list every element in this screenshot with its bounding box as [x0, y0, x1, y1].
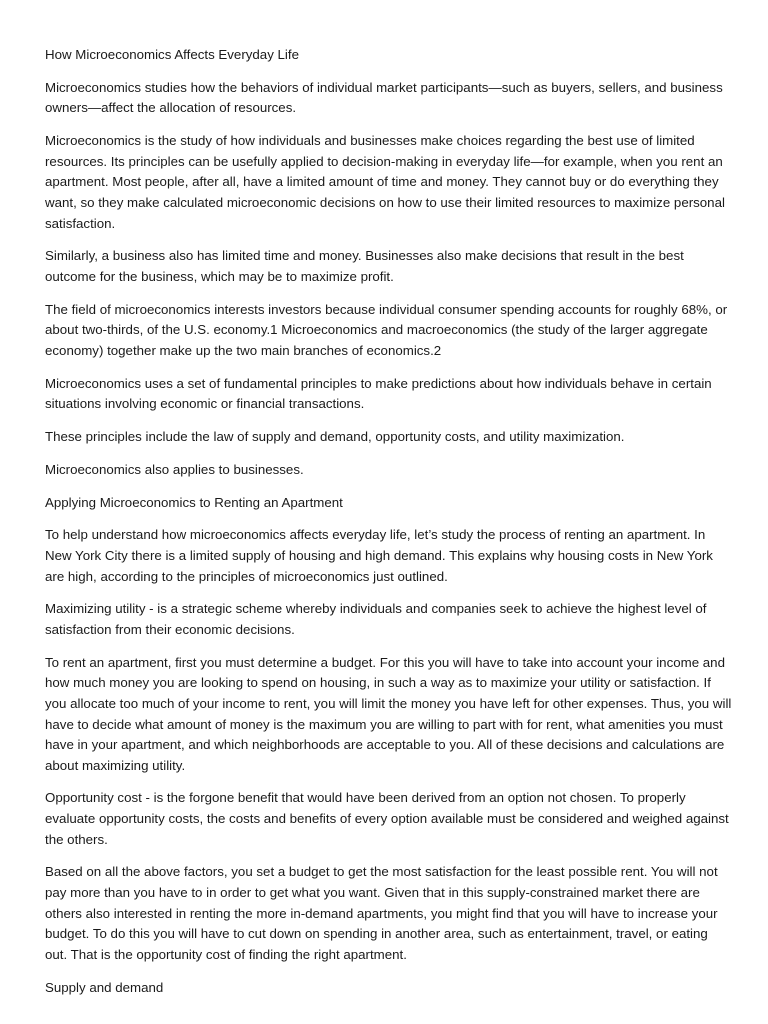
paragraph-opportunity-cost: Opportunity cost - is the forgone benefit that would have been derived from an option not chosen. To properly evaluate opportunity costs, the costs and benefits of every option available must be considered and weighed against the others. — [45, 790, 729, 847]
paragraph-intro: Microeconomics studies how the behaviors of individual market participants—such as buyers, sellers, and business owners—affect the allocation of resources. — [45, 79, 723, 116]
paragraph-business: Similarly, a business also has limited time and money. Businesses also make decisions that result in the best outcome for the business, which may be to maximize profit. — [45, 248, 684, 284]
paragraph-budget: To rent an apartment, first you must determine a budget. For this you will have to take into account your income and how much money you are looking to spend on housing, in such a way as to maximize your utility or satisfaction. If you allocate too much of your income to rent, you will limit the money you have left for other expenses. Thus, you will have to decide what amount of money is the maximum you are willing to part with for rent, what amenities you must have in your apartment, and which neighborhoods are acceptable to you. All of these decisions and calculations are about maximizing utility. — [45, 654, 732, 773]
section-heading-renting: Applying Microeconomics to Renting an Apartment — [45, 494, 343, 510]
paragraph-businesses: Microeconomics also applies to businesses. — [45, 461, 304, 477]
paragraph-principles-list: These principles include the law of supply and demand, opportunity costs, and utility maximization. — [45, 429, 625, 445]
paragraph-investors: The field of microeconomics interests investors because individual consumer spending accounts for roughly 68%, or about two-thirds, of the U.S. economy.1 Microeconomics and macroeconomics (the study of the larger aggregate economy) together make up the two main branches of economics.2 — [45, 301, 728, 358]
paragraph-principles: Microeconomics uses a set of fundamental principles to make predictions about how individuals behave in certain situations involving economic or financial transactions. — [45, 375, 712, 412]
paragraph-renting-intro: To help understand how microeconomics affects everyday life, let’s study the process of renting an apartment. In New York City there is a limited supply of housing and high demand. This explains why housing costs in New York are high, according to the principles of microeconomics just outlined. — [45, 527, 713, 584]
section-heading-supply-demand: Supply and demand — [45, 979, 164, 995]
paragraph-set-budget: Based on all the above factors, you set a budget to get the most satisfaction for the least possible rent. You will not pay more than you have to in order to get what you want. Given that in this supply-constrained market there are others also interested in renting the more in-demand apartments, you might find that you will have to increase your budget. To do this you will have to cut down on spending in another area, such as entertainment, travel, or eating out. That is the opportunity cost of finding the right apartment. — [45, 864, 718, 962]
document-title: How Microeconomics Affects Everyday Life — [45, 47, 299, 62]
paragraph-maximizing-utility: Maximizing utility - is a strategic scheme whereby individuals and companies seek to achieve the highest level of satisfaction from their economic decisions. — [45, 601, 707, 637]
paragraph-definition: Microeconomics is the study of how individuals and businesses make choices regarding the best use of limited resources. Its principles can be usefully applied to decision-making in everyday life—for example, when you rent an apartment. Most people, after all, have a limited amount of time and money. They cannot buy or do everything they want, so they make calculated microeconomic decisions on how to use their limited resources to maximize personal satisfaction. — [45, 133, 725, 231]
